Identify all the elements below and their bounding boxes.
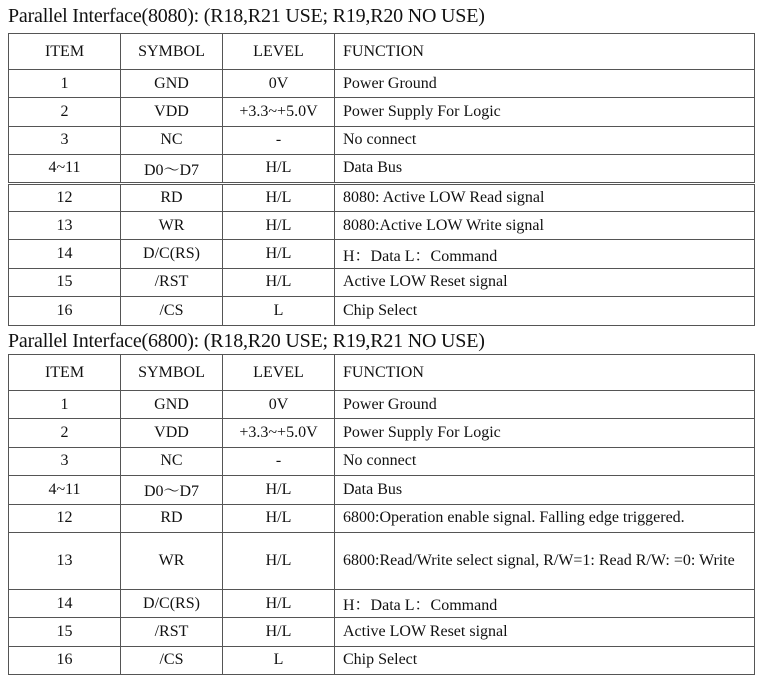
table-row: [9, 70, 755, 98]
column-header-level: LEVEL: [223, 355, 335, 391]
column-header-symbol: SYMBOL: [121, 34, 223, 70]
column-header-symbol: SYMBOL: [121, 355, 223, 391]
section-title-8080: Parallel Interface(8080): (R18,R21 USE; R19,R20 NO USE): [8, 5, 485, 27]
cell-function: H：Data L：Command: [335, 240, 755, 268]
table-row: [9, 391, 755, 419]
cell-function: Active LOW Reset signal: [335, 618, 755, 646]
cell-item: 13: [9, 211, 121, 239]
cell-symbol: NC: [121, 447, 223, 475]
cell-function: 6800:Read/Write select signal, R/W=1: Read R/W: =0: Write: [335, 532, 755, 589]
cell-function: Data Bus: [335, 476, 755, 504]
cell-level: H/L: [223, 268, 335, 296]
cell-symbol: /RST: [121, 268, 223, 296]
table-row: [9, 618, 755, 646]
cell-symbol: /CS: [121, 646, 223, 674]
table-header-row: [9, 34, 755, 70]
cell-item: 4~11: [9, 476, 121, 504]
cell-level: L: [223, 646, 335, 674]
table-row: [9, 98, 755, 126]
cell-item: 16: [9, 646, 121, 674]
table-row: [9, 419, 755, 447]
table-row: [9, 646, 755, 674]
cell-function: Data Bus: [335, 155, 755, 183]
cell-level: L: [223, 297, 335, 325]
cell-symbol: NC: [121, 126, 223, 154]
column-header-item: ITEM: [9, 355, 121, 391]
table-row: [9, 126, 755, 154]
cell-level: H/L: [223, 211, 335, 239]
cell-symbol: VDD: [121, 98, 223, 126]
cell-function: Power Supply For Logic: [335, 98, 755, 126]
cell-function: 8080:Active LOW Write signal: [335, 211, 755, 239]
cell-level: H/L: [223, 476, 335, 504]
cell-item: 4~11: [9, 155, 121, 183]
cell-level: H/L: [223, 532, 335, 589]
cell-level: H/L: [223, 504, 335, 532]
column-header-item: ITEM: [9, 34, 121, 70]
table-header-row: [9, 355, 755, 391]
cell-item: 12: [9, 183, 121, 211]
cell-symbol: D/C(RS): [121, 589, 223, 617]
cell-item: 1: [9, 391, 121, 419]
cell-item: 16: [9, 297, 121, 325]
cell-function: Active LOW Reset signal: [335, 268, 755, 296]
cell-item: 15: [9, 268, 121, 296]
table-row: [9, 211, 755, 239]
pin-table-6800: [8, 354, 755, 675]
cell-symbol: D0～D7: [121, 476, 223, 504]
cell-item: 13: [9, 532, 121, 589]
cell-level: H/L: [223, 618, 335, 646]
cell-function: Chip Select: [335, 646, 755, 674]
pin-table-8080: [8, 33, 755, 326]
cell-symbol: /RST: [121, 618, 223, 646]
cell-level: +3.3~+5.0V: [223, 419, 335, 447]
cell-level: 0V: [223, 70, 335, 98]
cell-function: 8080: Active LOW Read signal: [335, 183, 755, 211]
table-row: [9, 240, 755, 268]
cell-item: 12: [9, 504, 121, 532]
cell-symbol: VDD: [121, 419, 223, 447]
cell-symbol: D/C(RS): [121, 240, 223, 268]
table-row: [9, 183, 755, 211]
cell-item: 14: [9, 589, 121, 617]
cell-item: 2: [9, 98, 121, 126]
cell-symbol: WR: [121, 211, 223, 239]
cell-symbol: GND: [121, 70, 223, 98]
cell-function: Power Ground: [335, 391, 755, 419]
table-row: [9, 268, 755, 296]
cell-symbol: RD: [121, 504, 223, 532]
cell-function: Chip Select: [335, 297, 755, 325]
cell-function: H：Data L：Command: [335, 589, 755, 617]
cell-item: 14: [9, 240, 121, 268]
table-row: [9, 447, 755, 475]
table-row: [9, 589, 755, 617]
cell-level: H/L: [223, 183, 335, 211]
table-row: [9, 155, 755, 183]
cell-level: H/L: [223, 155, 335, 183]
cell-level: -: [223, 126, 335, 154]
table-row: [9, 476, 755, 504]
cell-function: Power Ground: [335, 70, 755, 98]
column-header-level: LEVEL: [223, 34, 335, 70]
cell-symbol: WR: [121, 532, 223, 589]
cell-function: No connect: [335, 126, 755, 154]
section-title-6800: Parallel Interface(6800): (R18,R20 USE; R19,R21 NO USE): [8, 330, 485, 352]
cell-symbol: GND: [121, 391, 223, 419]
cell-level: +3.3~+5.0V: [223, 98, 335, 126]
cell-item: 2: [9, 419, 121, 447]
cell-level: H/L: [223, 589, 335, 617]
cell-level: 0V: [223, 391, 335, 419]
cell-level: H/L: [223, 240, 335, 268]
cell-item: 3: [9, 126, 121, 154]
table-row: [9, 532, 755, 589]
cell-function: Power Supply For Logic: [335, 419, 755, 447]
column-header-function: FUNCTION: [335, 355, 755, 391]
table-row: [9, 297, 755, 325]
cell-function: No connect: [335, 447, 755, 475]
cell-symbol: /CS: [121, 297, 223, 325]
cell-item: 15: [9, 618, 121, 646]
cell-symbol: RD: [121, 183, 223, 211]
cell-level: -: [223, 447, 335, 475]
cell-item: 3: [9, 447, 121, 475]
cell-symbol: D0～D7: [121, 155, 223, 183]
cell-item: 1: [9, 70, 121, 98]
column-header-function: FUNCTION: [335, 34, 755, 70]
table-row: [9, 504, 755, 532]
cell-function: 6800:Operation enable signal. Falling edge triggered.: [335, 504, 755, 532]
